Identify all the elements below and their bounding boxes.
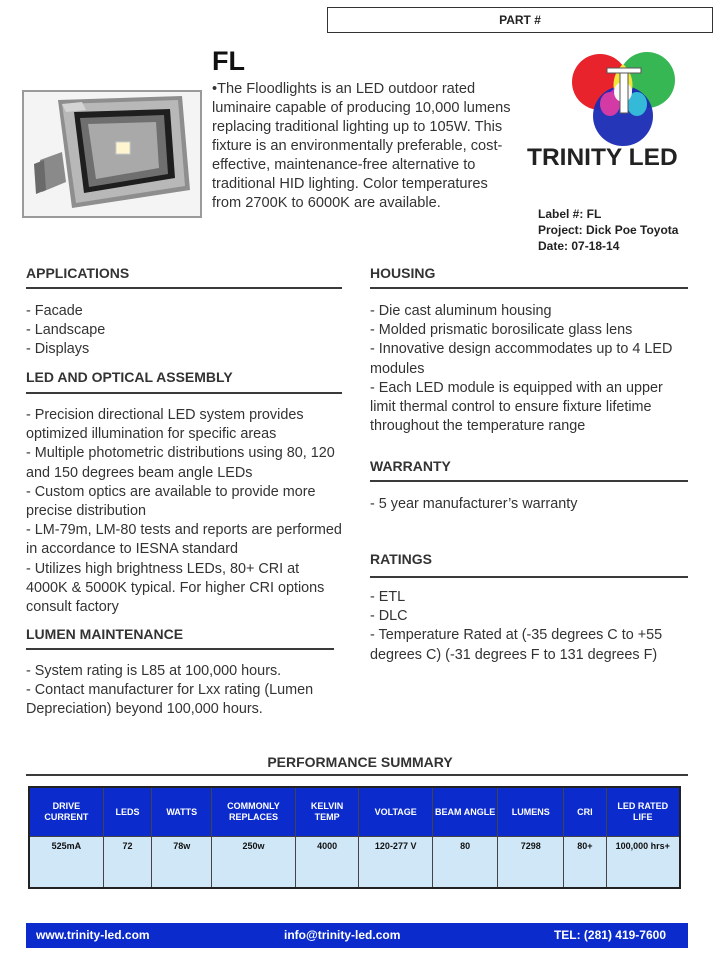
list-item: - Utilizes high brightness LEDs, 80+ CRI at 4000K & 5000K typical. For higher CRI options consult factory [26, 560, 325, 616]
list-item: - Die cast aluminum housing [370, 303, 552, 319]
product-title: FL [212, 46, 245, 76]
table-row [29, 837, 680, 889]
list-item: - Each LED module is equipped with an upper limit thermal control to ensure fixture lifetime throughout the temperature range [370, 379, 663, 435]
warranty-rule [370, 480, 688, 482]
applications-rule [26, 287, 342, 289]
lumen-maintenance-rule [26, 648, 334, 650]
logo-wordmark: TRINITY LED [527, 144, 678, 171]
floodlight-product-image [22, 90, 202, 218]
product-intro: •The Floodlights is an LED outdoor rated luminaire capable of producing 10,000 lumens replacing traditional lighting up to 105W. This fixture is an environmentally preferable, cost-effective, maintenance-free alternative to traditional HID lighting. Color temperatures from 2700K to 6000K are available. [212, 81, 511, 211]
ratings-list [370, 588, 670, 665]
list-item: - Custom optics are available to provide more precise distribution [26, 483, 316, 520]
ratings-title: RATINGS [370, 551, 432, 567]
list-item: - Displays [26, 341, 90, 358]
list-item: - Multiple photometric distributions using 80, 120 and 150 degrees beam angle LEDs [26, 445, 335, 481]
list-item: - Molded prismatic borosilicate glass lens [370, 322, 633, 339]
housing-list [370, 302, 682, 436]
applications-title: APPLICATIONS [26, 265, 130, 281]
header-commonly-replaces: COMMONLY REPLACES [212, 787, 296, 837]
housing-title: HOUSING [370, 265, 436, 281]
warranty-title: WARRANTY [370, 458, 451, 474]
list-item: - LM-79m, LM-80 tests and reports are performed in accordance to IESNA standard [26, 522, 342, 558]
lumen-maintenance-list [26, 662, 326, 720]
cell-voltage: 120-277 V [359, 837, 433, 889]
lumen-maintenance-title: LUMEN MAINTENANCE [26, 626, 184, 642]
list-item: - Facade [26, 303, 83, 319]
cell-commonly-replaces: 250w [212, 837, 296, 889]
label-date: Date: 07-18-14 [538, 239, 620, 253]
header-leds: LEDS [103, 787, 151, 837]
header-voltage: VOLTAGE [359, 787, 433, 837]
housing-rule [370, 287, 688, 289]
header-led-rated-life: LED RATED LIFE [606, 787, 680, 837]
project-name: Project: Dick Poe Toyota [538, 223, 679, 237]
header-kelvin-temp: KELVIN TEMP [295, 787, 359, 837]
label-number: Label #: FL [538, 207, 602, 221]
cell-drive-current: 525mA [29, 837, 103, 889]
cell-kelvin-temp: 4000 [295, 837, 359, 889]
label-block [538, 206, 678, 254]
list-item: - Temperature Rated at (-35 degrees C to +55 degrees C) (-31 degrees F to 131 degrees F) [370, 627, 663, 663]
performance-table [28, 786, 681, 889]
led-optical-title: LED AND OPTICAL ASSEMBLY [26, 369, 233, 385]
footer-bar [26, 923, 688, 948]
cell-beam-angle: 80 [433, 837, 498, 889]
cell-cri: 80+ [564, 837, 606, 889]
list-item: - Contact manufacturer for Lxx rating (Lumen Depreciation) beyond 100,000 hours. [26, 682, 314, 718]
cell-watts: 78w [152, 837, 212, 889]
applications-list [26, 302, 342, 360]
list-item: - DLC [370, 608, 408, 625]
list-item: - System rating is L85 at 100,000 hours. [26, 663, 282, 679]
cell-lumens: 7298 [498, 837, 564, 889]
footer-email-link[interactable]: info@trinity-led.com [284, 928, 401, 942]
part-number-box: PART # [327, 7, 713, 33]
ratings-rule [370, 576, 688, 578]
footer-website-link[interactable]: www.trinity-led.com [36, 928, 150, 942]
led-optical-rule [26, 392, 342, 394]
list-item: - Innovative design accommodates up to 4 LED modules [370, 341, 673, 377]
table-header-row [29, 787, 680, 837]
performance-summary-title: PERFORMANCE SUMMARY [267, 754, 453, 770]
list-item: - Precision directional LED system provides optimized illumination for specific areas [26, 407, 304, 443]
cell-leds: 72 [103, 837, 151, 889]
header-drive-current: DRIVE CURRENT [29, 787, 103, 837]
cell-led-rated-life: 100,000 hrs+ [606, 837, 680, 889]
header-watts: WATTS [152, 787, 212, 837]
warranty-list [370, 495, 682, 514]
list-item: - Landscape [26, 322, 106, 339]
led-optical-list [26, 406, 344, 617]
performance-summary-rule [26, 774, 688, 776]
list-item: - 5 year manufacturer’s warranty [370, 496, 578, 512]
header-beam-angle: BEAM ANGLE [433, 787, 498, 837]
header-lumens: LUMENS [498, 787, 564, 837]
list-item: - ETL [370, 589, 406, 605]
footer-phone: TEL: (281) 419-7600 [553, 928, 666, 942]
header-cri: CRI [564, 787, 606, 837]
